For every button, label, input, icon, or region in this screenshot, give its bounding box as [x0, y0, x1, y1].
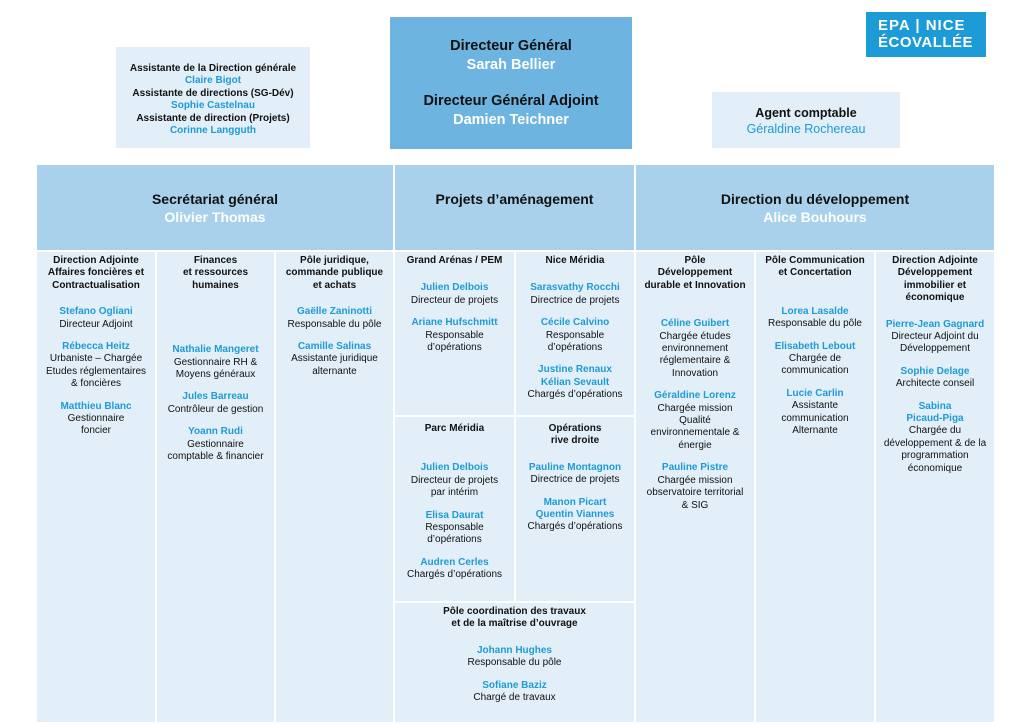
person-role: Gestionnaire RH &	[173, 356, 258, 368]
pole-title: et ressources	[182, 267, 249, 279]
pole-title: Développement	[657, 267, 733, 279]
assistant-name: Corinne Langguth	[169, 125, 257, 137]
person-role: Qualité	[679, 415, 711, 427]
person-role: & SIG	[681, 499, 709, 511]
agent-comptable-box	[712, 92, 900, 148]
pole-title: Pôle juridique,	[300, 255, 369, 266]
person-name: Julien Delbois	[420, 462, 489, 474]
person-name: Audren Cerles	[420, 556, 489, 568]
person-role: Directeur Adjoint du	[891, 331, 979, 343]
person-role: Assistante juridique	[291, 353, 378, 365]
person-role: foncier	[80, 425, 111, 437]
person-name: Elisabeth Lebout	[774, 340, 856, 352]
person-name: Sofiane Baziz	[482, 679, 547, 691]
person-name: Picaud-Piga	[906, 413, 964, 425]
person-name: Sophie Delage	[900, 365, 970, 377]
person-role: Directeur Adjoint	[59, 318, 133, 330]
person-role: observatoire territorial	[646, 487, 744, 499]
person-role: communication	[781, 365, 849, 377]
pole-title: et de la maîtrise d’ouvrage	[451, 618, 578, 630]
pole-title: Développement	[897, 267, 973, 279]
person-name: Kélian Sevault	[540, 376, 610, 388]
person-name: Lorea Lasalde	[781, 305, 849, 317]
person-name: Céline Guibert	[660, 318, 730, 330]
person-name: Elisa Daurat	[425, 509, 484, 521]
person-role: Responsable	[545, 329, 605, 341]
person-name: Géraldine Lorenz	[654, 390, 736, 402]
person-name: Lucie Carlin	[786, 387, 844, 399]
person-role: environnementale &	[650, 427, 740, 439]
assistant-role: Assistante de direction (Projets)	[136, 112, 290, 124]
person-role: Responsable du pôle	[287, 318, 382, 330]
direction-title: Secrétariat général	[151, 191, 279, 207]
assistant-name: Sophie Castelnau	[171, 100, 255, 112]
pole-title: et achats	[312, 279, 357, 291]
person-role: & foncières	[70, 378, 122, 390]
dg-title: Directeur Général	[450, 38, 572, 54]
person-role: Architecte conseil	[895, 378, 975, 390]
person-role: Responsable du pôle	[768, 318, 862, 330]
pole-title: Affaires foncières et	[47, 267, 145, 279]
person-role: Contrôleur de gestion	[167, 403, 264, 415]
person-role: Moyens généraux	[175, 369, 256, 381]
affaires-foncieres-box	[37, 252, 155, 722]
person-name: Gaëlle Zaninotti	[296, 306, 372, 318]
pole-title: Pôle coordination des travaux	[443, 606, 586, 617]
person-name: Julien Delbois	[420, 282, 489, 294]
person-name: Johann Hughes	[476, 644, 552, 656]
person-role: économique	[907, 462, 963, 474]
agent-title: Agent comptable	[755, 106, 857, 120]
person-name: Manon Picart	[543, 496, 607, 508]
person-name: Sabina	[918, 400, 952, 412]
person-role: énergie	[678, 439, 712, 451]
dga-title: Directeur Général Adjoint	[423, 93, 599, 109]
person-role: développement & de la	[883, 437, 987, 449]
person-role: comptable & financier	[167, 451, 264, 463]
person-role: Chargé de travaux	[473, 692, 556, 704]
assistant-role: Assistante de la Direction générale	[129, 63, 297, 74]
pole-title: économique	[905, 292, 965, 304]
person-role: Responsable	[425, 522, 484, 534]
nice-meridia-box	[516, 252, 634, 415]
person-role: Chargée de	[788, 353, 842, 365]
direction-developpement-header	[636, 165, 994, 250]
person-role: Directeur de projets	[410, 474, 499, 486]
person-role: Chargée mission	[657, 474, 733, 486]
person-role: Gestionnaire	[187, 438, 244, 450]
pole-title: Finances	[193, 255, 238, 266]
person-name: Stefano Ogliani	[59, 306, 133, 318]
pole-title: humaines	[192, 279, 239, 291]
person-role: programmation	[901, 450, 969, 462]
person-name: Pauline Montagnon	[528, 461, 622, 473]
person-name: Ariane Hufschmitt	[411, 317, 498, 329]
pole-title: et Concertation	[778, 267, 852, 279]
person-role: Chargés d’opérations	[527, 521, 623, 533]
pole-title: immobilier et	[903, 279, 967, 291]
dg-name: Sarah Bellier	[466, 56, 556, 73]
person-role: Directeur de projets	[410, 294, 499, 306]
pole-title: Direction Adjointe	[53, 255, 139, 266]
pole-title: durable et Innovation	[644, 279, 746, 291]
logo-line1: EPA | NICE	[878, 17, 966, 34]
direction-generale-box	[390, 17, 632, 149]
direction-adjointe-immobilier-box	[876, 252, 994, 722]
parc-meridia-box	[395, 417, 514, 601]
rive-droite-box	[516, 417, 634, 601]
pole-durable-box	[636, 252, 754, 722]
pole-title: Contractualisation	[52, 279, 140, 291]
dga-name: Damien Teichner	[453, 111, 569, 128]
pole-travaux-box	[395, 603, 634, 722]
pole-title: Pôle Communication	[765, 255, 865, 266]
assistant-name: Claire Bigot	[184, 75, 242, 87]
person-role: Chargée du	[908, 425, 962, 437]
person-role: Chargée études	[659, 330, 731, 342]
person-role: Responsable du pôle	[467, 657, 562, 669]
person-role: Gestionnaire	[67, 413, 125, 425]
logo-line2: ÉCOVALLÉE	[878, 34, 974, 51]
direction-title: Projets d’aménagement	[435, 191, 594, 207]
person-role: Chargée mission	[657, 402, 733, 414]
person-name: Pauline Pistre	[661, 462, 729, 474]
direction-title: Direction du développement	[720, 191, 910, 207]
assistant-role: Assistante de directions (SG-Dév)	[132, 87, 294, 99]
person-name: Jules Barreau	[182, 391, 249, 403]
pole-title: commande publique	[285, 267, 384, 279]
person-role: Directrice de projets	[530, 474, 620, 486]
person-role: environnement	[661, 343, 729, 355]
person-role: d’opérations	[427, 342, 482, 354]
person-name: Rébecca Heitz	[62, 341, 130, 353]
person-role: Urbaniste – Chargée	[49, 353, 143, 365]
person-role: Chargés d’opérations	[406, 569, 503, 581]
secretariat-general-header	[37, 165, 393, 250]
pole-juridique-box	[276, 252, 393, 722]
person-role: Développement	[899, 343, 971, 355]
pole-title: Direction Adjointe	[892, 255, 978, 266]
pole-title: Opérations	[548, 423, 602, 434]
pole-communication-box	[756, 252, 874, 722]
person-name: Sarasvathy Rocchi	[530, 282, 620, 294]
grand-arenas-box	[395, 252, 514, 415]
person-role: Directrice de projets	[530, 294, 620, 306]
assistants-box	[116, 47, 310, 148]
logo	[866, 12, 986, 57]
person-role: Innovation	[671, 367, 719, 379]
person-name: Matthieu Blanc	[60, 400, 132, 412]
person-role: par intérim	[430, 487, 479, 499]
person-role: communication	[781, 412, 849, 424]
projets-amenagement-header	[395, 165, 634, 250]
person-role: d’opérations	[547, 342, 603, 354]
person-role: alternante	[312, 365, 357, 377]
pole-title: Nice Méridia	[545, 255, 605, 266]
person-name: Cécile Calvino	[540, 317, 610, 329]
direction-name: Olivier Thomas	[164, 209, 266, 225]
finances-rh-box	[157, 252, 274, 722]
person-role: Etudes réglementaires	[45, 365, 147, 377]
person-role: Assistante	[791, 400, 839, 412]
agent-name: Géraldine Rochereau	[746, 121, 866, 136]
pole-title: Grand Arénas / PEM	[406, 255, 503, 266]
person-name: Justine Renaux	[538, 364, 612, 376]
pole-title: rive droite	[550, 435, 600, 447]
person-name: Yoann Rudi	[188, 426, 243, 438]
person-name: Pierre-Jean Gagnard	[885, 318, 985, 330]
person-name: Quentin Viannes	[535, 509, 615, 521]
person-role: Chargés d’opérations	[527, 389, 623, 401]
person-role: Responsable	[425, 329, 484, 341]
person-role: réglementaire &	[659, 355, 731, 367]
person-name: Nathalie Mangeret	[172, 344, 259, 356]
person-role: d’opérations	[427, 534, 482, 546]
pole-title: Pôle	[684, 255, 706, 266]
person-role: Alternante	[792, 425, 838, 437]
direction-name: Alice Bouhours	[763, 209, 867, 225]
pole-title: Parc Méridia	[424, 423, 485, 434]
person-name: Camille Salinas	[297, 341, 372, 353]
